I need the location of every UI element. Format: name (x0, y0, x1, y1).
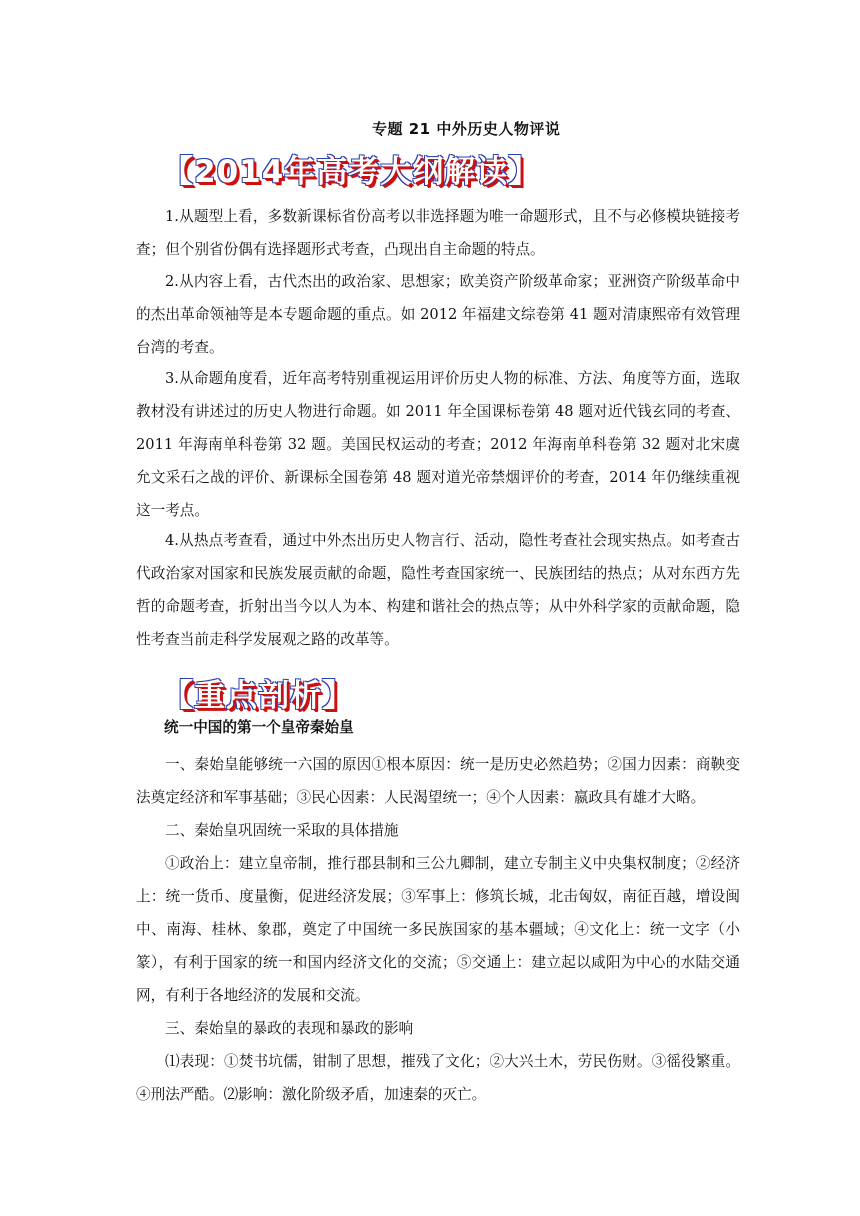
analysis-paragraph-2: 二、秦始皇巩固统一采取的具体措施 (165, 822, 399, 839)
analysis-paragraph-5: ⑴表现：①焚书坑儒，钳制了思想，摧残了文化；②大兴土木，劳民伤财。③徭役繁重。④刑法严酷。⑵影响：激化阶级矛盾，加速秦的灭亡。 (136, 1053, 740, 1103)
analysis-paragraph-3: ①政治上：建立皇帝制，推行郡县制和三公九卿制，建立专制主义中央集权制度；②经济上：统一货币、度量衡，促进经济发展；③军事上：修筑长城，北击匈奴，南征百越，增设闽中、南海、桂林、象郡，奠定了中国统一多民族国家的基本疆域；④文化上：统一文字（小篆），有利于国家的统一和国内经济文化的交流；⑤交通上：建立起以咸阳为中心的水陆交通网，有利于各地经济的发展和交流。 (136, 855, 740, 1004)
outline-paragraph-4: 4.从热点考查看，通过中外杰出历史人物言行、活动，隐性考查社会现实热点。如考查古代政治家对国家和民族发展贡献的命题，隐性考查国家统一、民族团结的热点；从对东西方先哲的命题考查，折射出当今以人为本、构建和谐社会的热点等；从中外科学家的贡献命题，隐性考查当前走科学发展观之路的改革等。 (136, 532, 740, 648)
page-title: 专题 21 中外历史人物评说 (372, 120, 561, 138)
outline-paragraph-1: 1.从题型上看，多数新课标省份高考以非选择题为唯一命题形式，且不与必修模块链接考查；但个别省份偶有选择题形式考查，凸现出自主命题的特点。 (136, 208, 740, 258)
analysis-paragraph-4: 三、秦始皇的暴政的表现和暴政的影响 (165, 1020, 414, 1037)
outline-banner: 【2014年高考大纲解读】 (162, 154, 541, 190)
outline-paragraph-2: 2.从内容上看，古代杰出的政治家、思想家；欧美资产阶级革命家；亚洲资产阶级革命中的杰出革命领袖等是本专题命题的重点。如 2012 年福建文综卷第 41 题对清康熙帝有效管理台湾的考查。 (136, 273, 740, 356)
analysis-banner: 【重点剖析】 (162, 678, 354, 714)
outline-paragraph-3: 3.从命题角度看，近年高考特别重视运用评价历史人物的标准、方法、角度等方面，选取教材没有讲述过的历史人物进行命题。如 2011 年全国课标卷第 48 题对近代钱玄同的考查、2011 年海南单科卷第 32 题。美国民权运动的考查；2012 年海南单科卷第 32 题对北宋虞允文采石之战的评价、新课标全国卷第 48 题对道光帝禁烟评价的考查，2014 年仍继续重视这一考点。 (136, 370, 740, 519)
analysis-paragraph-1: 一、秦始皇能够统一六国的原因①根本原因：统一是历史必然趋势；②国力因素：商鞅变法奠定经济和军事基础；③民心因素：人民渴望统一；④个人因素：嬴政具有雄才大略。 (136, 756, 740, 806)
section-heading: 统一中国的第一个皇帝秦始皇 (164, 719, 354, 736)
